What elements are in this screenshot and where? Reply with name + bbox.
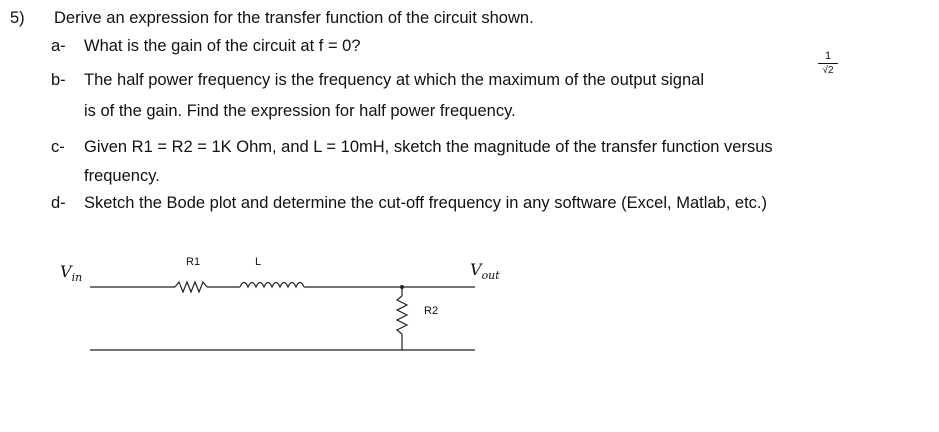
part-d-text: Sketch the Bode plot and determine the cut-off frequency in any software (Excel, Matlab, etc.) <box>84 194 767 212</box>
vin-main: V <box>60 262 72 281</box>
part-c-text-line2: frequency. <box>84 167 160 185</box>
l-label: L <box>255 256 262 268</box>
fraction-numerator: 1 <box>824 50 832 62</box>
part-a-label: a- <box>51 37 66 55</box>
part-c-label: c- <box>51 138 65 156</box>
question-number: 5) <box>10 9 25 27</box>
vin-label <box>60 262 82 284</box>
r2-label: R2 <box>424 305 439 317</box>
junction-top <box>400 285 404 289</box>
part-c-text: Given R1 = R2 = 1K Ohm, and L = 10mH, sketch the magnitude of the transfer function versus <box>84 138 773 156</box>
question-title: Derive an expression for the transfer function of the circuit shown. <box>54 9 534 27</box>
part-b-text: The half power frequency is the frequency at which the maximum of the output signal <box>84 71 704 89</box>
r1-resistor <box>175 282 207 292</box>
part-a-text: What is the gain of the circuit at f = 0? <box>84 37 361 55</box>
r2-resistor <box>397 296 407 334</box>
r1-label: R1 <box>186 256 201 268</box>
part-d-label: d- <box>51 194 66 212</box>
vout-sub: out <box>481 269 500 283</box>
vout-label <box>470 260 500 282</box>
part-b-text-line2: is of the gain. Find the expression for half power frequency. <box>84 102 516 120</box>
vin-sub: in <box>71 271 83 285</box>
fraction-denominator: √2 <box>822 65 834 76</box>
part-b-label: b- <box>51 71 66 89</box>
vout-main: V <box>470 260 482 279</box>
l-inductor <box>240 283 304 288</box>
